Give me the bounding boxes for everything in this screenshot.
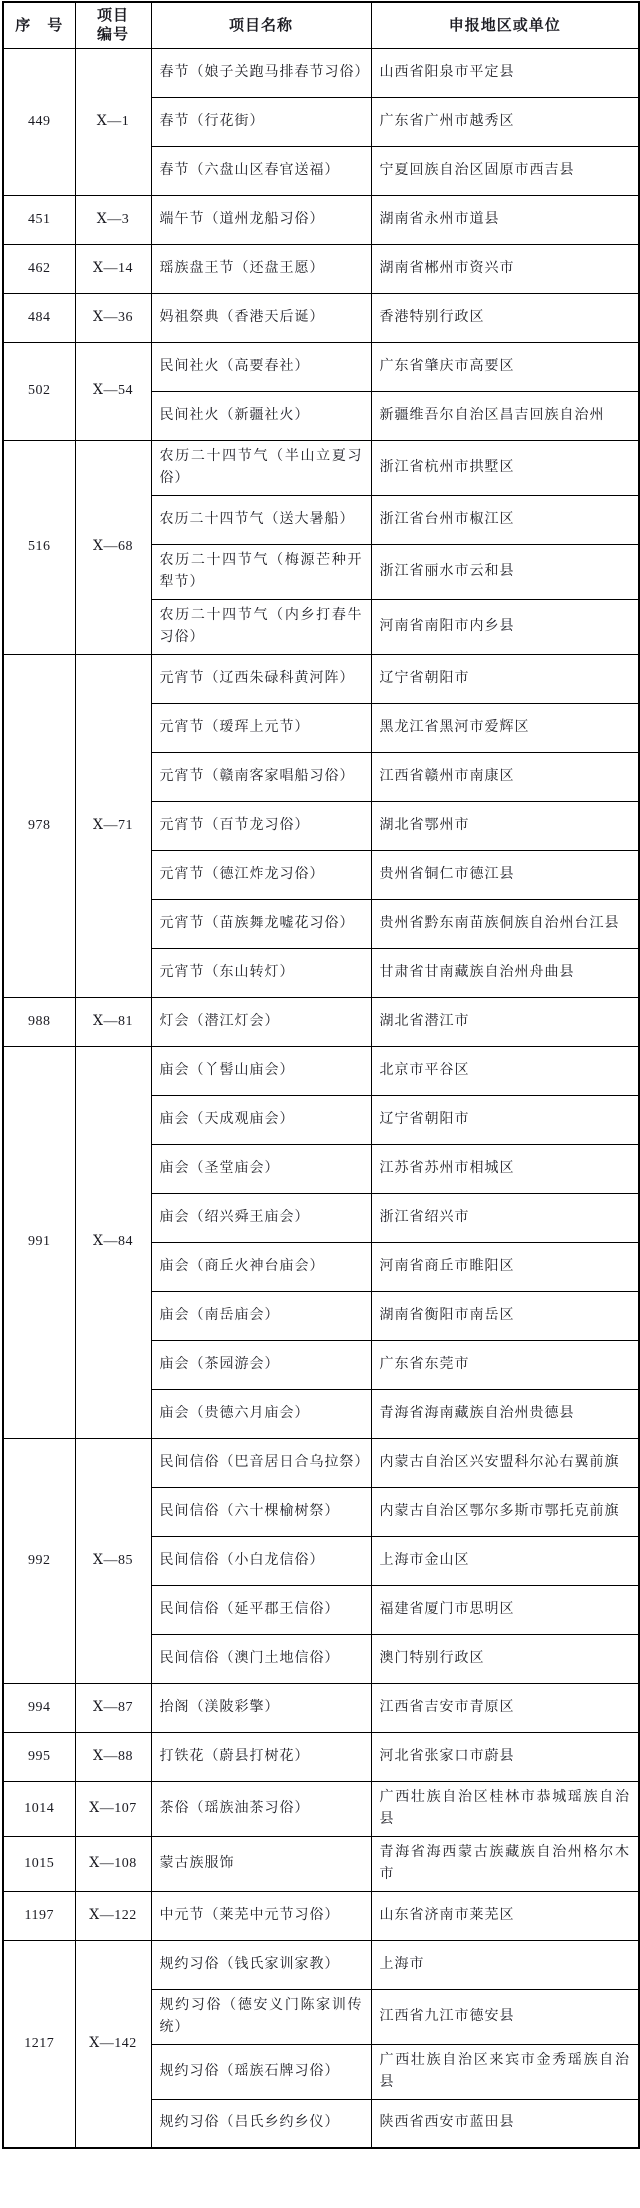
header-code-line1: 项目 xyxy=(96,7,129,25)
table-row xyxy=(3,195,639,244)
declaring-unit-cell: 江西省吉安市青原区 xyxy=(371,1683,639,1732)
project-name-cell: 规约习俗（钱氏家训家教） xyxy=(151,1940,371,1989)
serial-cell: 988 xyxy=(3,997,75,1046)
serial-cell: 502 xyxy=(3,342,75,440)
declaring-unit-cell: 辽宁省朝阳市 xyxy=(371,654,639,703)
declaring-unit-cell: 北京市平谷区 xyxy=(371,1046,639,1095)
project-name-cell: 庙会（贵德六月庙会） xyxy=(151,1389,371,1438)
declaring-unit-cell: 甘肃省甘南藏族自治州舟曲县 xyxy=(371,948,639,997)
project-name-cell: 元宵节（德江炸龙习俗） xyxy=(151,850,371,899)
declaring-unit-cell: 河南省南阳市内乡县 xyxy=(371,599,639,654)
heritage-list-table xyxy=(2,1,640,2149)
declaring-unit-cell: 香港特别行政区 xyxy=(371,293,639,342)
table-row xyxy=(3,342,639,391)
project-name-cell: 农历二十四节气（半山立夏习俗） xyxy=(151,440,371,495)
project-name-cell: 庙会（茶园游会） xyxy=(151,1340,371,1389)
declaring-unit-cell: 辽宁省朝阳市 xyxy=(371,1095,639,1144)
declaring-unit-cell: 湖北省鄂州市 xyxy=(371,801,639,850)
project-name-cell: 庙会（绍兴舜王庙会） xyxy=(151,1193,371,1242)
declaring-unit-cell: 陕西省西安市蓝田县 xyxy=(371,2099,639,2148)
declaring-unit-cell: 浙江省丽水市云和县 xyxy=(371,544,639,599)
project-name-cell: 民间信俗（延平郡王信俗） xyxy=(151,1585,371,1634)
declaring-unit-cell: 青海省海南藏族自治州贵德县 xyxy=(371,1389,639,1438)
declaring-unit-cell: 广东省广州市越秀区 xyxy=(371,97,639,146)
declaring-unit-cell: 贵州省黔东南苗族侗族自治州台江县 xyxy=(371,899,639,948)
table-row xyxy=(3,654,639,703)
declaring-unit-cell: 湖南省永州市道县 xyxy=(371,195,639,244)
project-name-cell: 农历二十四节气（梅源芒种开犁节） xyxy=(151,544,371,599)
project-name-cell: 庙会（南岳庙会） xyxy=(151,1291,371,1340)
serial-cell: 449 xyxy=(3,48,75,195)
project-name-cell: 元宵节（瑷珲上元节） xyxy=(151,703,371,752)
declaring-unit-cell: 澳门特别行政区 xyxy=(371,1634,639,1683)
project-name-cell: 茶俗（瑶族油茶习俗） xyxy=(151,1781,371,1836)
project-name-cell: 农历二十四节气（送大暑船） xyxy=(151,495,371,544)
project-code-cell: Ⅹ—84 xyxy=(75,1046,151,1438)
table-row xyxy=(3,1940,639,1989)
project-name-cell: 元宵节（苗族舞龙嘘花习俗） xyxy=(151,899,371,948)
declaring-unit-cell: 河南省商丘市睢阳区 xyxy=(371,1242,639,1291)
header-name: 项目名称 xyxy=(151,2,371,48)
serial-cell: 1197 xyxy=(3,1891,75,1940)
project-name-cell: 春节（六盘山区春官送福） xyxy=(151,146,371,195)
table-header xyxy=(3,2,639,48)
declaring-unit-cell: 内蒙古自治区兴安盟科尔沁右翼前旗 xyxy=(371,1438,639,1487)
project-name-cell: 庙会（圣堂庙会） xyxy=(151,1144,371,1193)
serial-cell: 462 xyxy=(3,244,75,293)
project-name-cell: 春节（娘子关跑马排春节习俗） xyxy=(151,48,371,97)
project-name-cell: 民间信俗（巴音居日合乌拉祭） xyxy=(151,1438,371,1487)
table-row xyxy=(3,1732,639,1781)
table-row xyxy=(3,1046,639,1095)
table-row xyxy=(3,440,639,495)
project-name-cell: 规约习俗（德安义门陈家训传统） xyxy=(151,1989,371,2044)
project-name-cell: 中元节（莱芜中元节习俗） xyxy=(151,1891,371,1940)
declaring-unit-cell: 广西壮族自治区桂林市恭城瑶族自治县 xyxy=(371,1781,639,1836)
project-code-cell: Ⅹ—3 xyxy=(75,195,151,244)
serial-cell: 978 xyxy=(3,654,75,997)
declaring-unit-cell: 湖南省郴州市资兴市 xyxy=(371,244,639,293)
declaring-unit-cell: 广西壮族自治区来宾市金秀瑶族自治县 xyxy=(371,2044,639,2099)
project-name-cell: 蒙古族服饰 xyxy=(151,1836,371,1891)
declaring-unit-cell: 上海市金山区 xyxy=(371,1536,639,1585)
declaring-unit-cell: 江西省赣州市南康区 xyxy=(371,752,639,801)
declaring-unit-cell: 新疆维吾尔自治区昌吉回族自治州 xyxy=(371,391,639,440)
table-row xyxy=(3,997,639,1046)
table-row xyxy=(3,1781,639,1836)
serial-cell: 994 xyxy=(3,1683,75,1732)
project-code-cell: Ⅹ—68 xyxy=(75,440,151,654)
project-code-cell: Ⅹ—142 xyxy=(75,1940,151,2148)
header-unit: 申报地区或单位 xyxy=(371,2,639,48)
declaring-unit-cell: 浙江省杭州市拱墅区 xyxy=(371,440,639,495)
project-code-cell: Ⅹ—81 xyxy=(75,997,151,1046)
declaring-unit-cell: 广东省东莞市 xyxy=(371,1340,639,1389)
serial-cell: 1015 xyxy=(3,1836,75,1891)
project-name-cell: 元宵节（百节龙习俗） xyxy=(151,801,371,850)
project-name-cell: 抬阁（渼陂彩擎） xyxy=(151,1683,371,1732)
project-name-cell: 民间社火（高要春社） xyxy=(151,342,371,391)
project-name-cell: 庙会（丫髻山庙会） xyxy=(151,1046,371,1095)
table-row xyxy=(3,1836,639,1891)
table-row xyxy=(3,293,639,342)
declaring-unit-cell: 青海省海西蒙古族藏族自治州格尔木市 xyxy=(371,1836,639,1891)
project-name-cell: 元宵节（东山转灯） xyxy=(151,948,371,997)
serial-cell: 995 xyxy=(3,1732,75,1781)
project-code-cell: Ⅹ—87 xyxy=(75,1683,151,1732)
declaring-unit-cell: 山西省阳泉市平定县 xyxy=(371,48,639,97)
project-name-cell: 打铁花（蔚县打树花） xyxy=(151,1732,371,1781)
project-name-cell: 庙会（天成观庙会） xyxy=(151,1095,371,1144)
project-name-cell: 农历二十四节气（内乡打春牛习俗） xyxy=(151,599,371,654)
declaring-unit-cell: 湖北省潜江市 xyxy=(371,997,639,1046)
project-name-cell: 民间社火（新疆社火） xyxy=(151,391,371,440)
declaring-unit-cell: 贵州省铜仁市德江县 xyxy=(371,850,639,899)
table-row xyxy=(3,1438,639,1487)
declaring-unit-cell: 浙江省绍兴市 xyxy=(371,1193,639,1242)
serial-cell: 1014 xyxy=(3,1781,75,1836)
declaring-unit-cell: 内蒙古自治区鄂尔多斯市鄂托克前旗 xyxy=(371,1487,639,1536)
declaring-unit-cell: 广东省肇庆市高要区 xyxy=(371,342,639,391)
serial-cell: 516 xyxy=(3,440,75,654)
project-name-cell: 妈祖祭典（香港天后诞） xyxy=(151,293,371,342)
declaring-unit-cell: 浙江省台州市椒江区 xyxy=(371,495,639,544)
project-code-cell: Ⅹ—107 xyxy=(75,1781,151,1836)
header-code xyxy=(75,2,151,48)
table-row xyxy=(3,1683,639,1732)
project-name-cell: 规约习俗（吕氏乡约乡仪） xyxy=(151,2099,371,2148)
declaring-unit-cell: 河北省张家口市蔚县 xyxy=(371,1732,639,1781)
project-code-cell: Ⅹ—122 xyxy=(75,1891,151,1940)
declaring-unit-cell: 上海市 xyxy=(371,1940,639,1989)
declaring-unit-cell: 江西省九江市德安县 xyxy=(371,1989,639,2044)
table-body xyxy=(3,48,639,2148)
project-name-cell: 规约习俗（瑶族石牌习俗） xyxy=(151,2044,371,2099)
serial-cell: 992 xyxy=(3,1438,75,1683)
header-row xyxy=(3,2,639,48)
project-name-cell: 庙会（商丘火神台庙会） xyxy=(151,1242,371,1291)
project-code-cell: Ⅹ—36 xyxy=(75,293,151,342)
project-code-cell: Ⅹ—54 xyxy=(75,342,151,440)
declaring-unit-cell: 湖南省衡阳市南岳区 xyxy=(371,1291,639,1340)
declaring-unit-cell: 福建省厦门市思明区 xyxy=(371,1585,639,1634)
project-name-cell: 春节（行花街） xyxy=(151,97,371,146)
serial-cell: 451 xyxy=(3,195,75,244)
table-row xyxy=(3,1891,639,1940)
project-name-cell: 民间信俗（六十棵榆树祭） xyxy=(151,1487,371,1536)
serial-cell: 484 xyxy=(3,293,75,342)
header-code-line2: 编号 xyxy=(96,26,129,44)
project-name-cell: 瑶族盘王节（还盘王愿） xyxy=(151,244,371,293)
project-code-cell: Ⅹ—14 xyxy=(75,244,151,293)
declaring-unit-cell: 黑龙江省黑河市爱辉区 xyxy=(371,703,639,752)
project-name-cell: 端午节（道州龙船习俗） xyxy=(151,195,371,244)
declaring-unit-cell: 宁夏回族自治区固原市西吉县 xyxy=(371,146,639,195)
project-name-cell: 元宵节（赣南客家唱船习俗） xyxy=(151,752,371,801)
project-code-cell: Ⅹ—108 xyxy=(75,1836,151,1891)
project-code-cell: Ⅹ—71 xyxy=(75,654,151,997)
project-code-cell: Ⅹ—85 xyxy=(75,1438,151,1683)
table-row xyxy=(3,244,639,293)
declaring-unit-cell: 山东省济南市莱芜区 xyxy=(371,1891,639,1940)
project-name-cell: 元宵节（辽西朱碌科黄河阵） xyxy=(151,654,371,703)
project-code-cell: Ⅹ—88 xyxy=(75,1732,151,1781)
project-name-cell: 民间信俗（澳门土地信俗） xyxy=(151,1634,371,1683)
project-code-cell: Ⅹ—1 xyxy=(75,48,151,195)
project-name-cell: 灯会（潜江灯会） xyxy=(151,997,371,1046)
header-serial: 序 号 xyxy=(3,2,75,48)
serial-cell: 991 xyxy=(3,1046,75,1438)
project-name-cell: 民间信俗（小白龙信俗） xyxy=(151,1536,371,1585)
declaring-unit-cell: 江苏省苏州市相城区 xyxy=(371,1144,639,1193)
table-row xyxy=(3,48,639,97)
serial-cell: 1217 xyxy=(3,1940,75,2148)
